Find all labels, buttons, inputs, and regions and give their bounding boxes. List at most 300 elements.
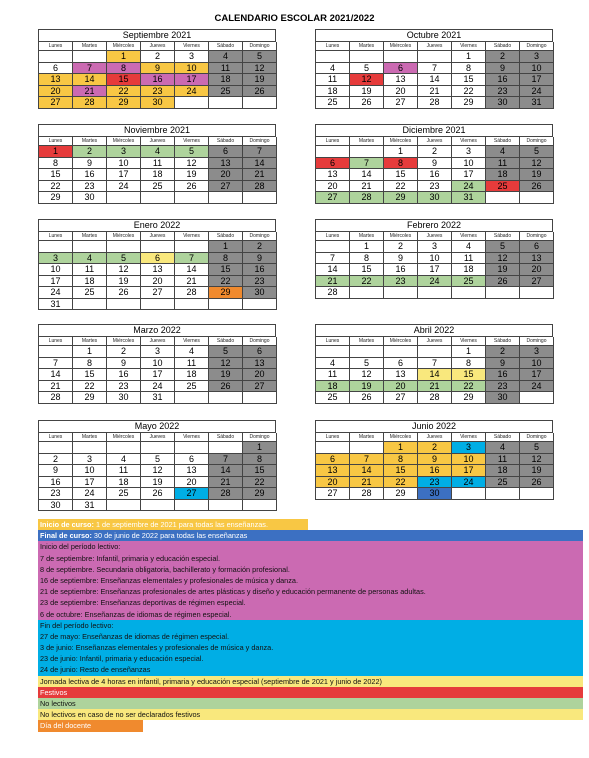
day-cell: 13 bbox=[520, 253, 554, 265]
weekday-header: Lunes bbox=[316, 137, 350, 146]
weekday-header: Lunes bbox=[316, 232, 350, 241]
weekday-header: Miércoles bbox=[384, 42, 418, 51]
day-cell: 1 bbox=[209, 241, 243, 253]
month-title: Noviembre 2021 bbox=[38, 124, 276, 136]
day-cell: 5 bbox=[243, 51, 277, 63]
day-cell: 9 bbox=[39, 465, 73, 477]
day-cell bbox=[73, 51, 107, 63]
day-cell bbox=[39, 241, 73, 253]
day-cell: 30 bbox=[418, 192, 452, 204]
weekday-header: Jueves bbox=[418, 42, 452, 51]
day-cell: 8 bbox=[209, 253, 243, 265]
day-cell: 2 bbox=[418, 442, 452, 454]
day-cell: 24 bbox=[141, 381, 175, 393]
day-cell: 13 bbox=[316, 169, 350, 181]
month-calendar bbox=[315, 219, 553, 299]
day-cell: 5 bbox=[175, 146, 209, 158]
day-cell: 15 bbox=[209, 264, 243, 276]
legend-text: 1 de septiembre de 2021 para todas las enseñanzas. bbox=[93, 520, 268, 529]
day-cell: 20 bbox=[384, 86, 418, 98]
weekday-header: Martes bbox=[73, 433, 107, 442]
day-cell: 6 bbox=[243, 346, 277, 358]
day-cell: 5 bbox=[350, 63, 384, 75]
day-cell: 24 bbox=[452, 181, 486, 193]
day-cell bbox=[316, 442, 350, 454]
day-cell: 27 bbox=[209, 181, 243, 193]
day-cell: 23 bbox=[418, 181, 452, 193]
day-cell: 17 bbox=[452, 169, 486, 181]
day-cell: 13 bbox=[39, 74, 73, 86]
day-cell: 16 bbox=[141, 74, 175, 86]
day-cell: 21 bbox=[418, 381, 452, 393]
month-title: Enero 2022 bbox=[38, 219, 276, 231]
day-cell: 21 bbox=[350, 477, 384, 489]
day-cell: 25 bbox=[107, 488, 141, 500]
day-cell: 8 bbox=[73, 358, 107, 370]
day-cell: 16 bbox=[73, 169, 107, 181]
day-cell: 21 bbox=[39, 381, 73, 393]
day-cell: 3 bbox=[141, 346, 175, 358]
day-cell: 7 bbox=[418, 358, 452, 370]
day-cell: 22 bbox=[452, 381, 486, 393]
day-cell: 27 bbox=[39, 97, 73, 109]
month-title: Mayo 2022 bbox=[38, 420, 276, 432]
day-cell bbox=[520, 392, 554, 404]
day-cell: 27 bbox=[520, 276, 554, 288]
day-cell bbox=[418, 346, 452, 358]
day-cell: 15 bbox=[384, 465, 418, 477]
day-cell: 4 bbox=[486, 146, 520, 158]
day-cell: 15 bbox=[452, 74, 486, 86]
day-cell bbox=[316, 346, 350, 358]
day-cell: 13 bbox=[316, 465, 350, 477]
day-cell: 10 bbox=[107, 158, 141, 170]
day-cell: 14 bbox=[350, 169, 384, 181]
day-cell: 19 bbox=[520, 465, 554, 477]
day-cell: 15 bbox=[107, 74, 141, 86]
day-cell: 29 bbox=[39, 192, 73, 204]
day-cell: 22 bbox=[39, 181, 73, 193]
day-cell: 8 bbox=[384, 454, 418, 466]
day-cell: 23 bbox=[486, 381, 520, 393]
day-cell: 19 bbox=[141, 477, 175, 489]
weekday-header: Miércoles bbox=[107, 433, 141, 442]
weekday-header: Jueves bbox=[418, 337, 452, 346]
day-cell: 18 bbox=[486, 465, 520, 477]
day-cell bbox=[209, 500, 243, 512]
day-cell bbox=[384, 51, 418, 63]
day-cell: 30 bbox=[141, 97, 175, 109]
month-title: Octubre 2021 bbox=[315, 29, 553, 41]
day-cell: 26 bbox=[141, 488, 175, 500]
day-cell: 6 bbox=[39, 63, 73, 75]
weekday-header: Martes bbox=[73, 42, 107, 51]
day-cell: 6 bbox=[384, 63, 418, 75]
day-cell: 6 bbox=[316, 454, 350, 466]
weekday-header: Viernes bbox=[452, 433, 486, 442]
day-cell: 23 bbox=[384, 276, 418, 288]
weekday-header: Sábado bbox=[209, 232, 243, 241]
day-cell: 28 bbox=[350, 192, 384, 204]
day-cell: 6 bbox=[175, 454, 209, 466]
day-cell bbox=[175, 299, 209, 311]
day-cell: 21 bbox=[209, 477, 243, 489]
day-cell: 1 bbox=[384, 442, 418, 454]
day-cell: 15 bbox=[452, 369, 486, 381]
day-cell: 20 bbox=[384, 381, 418, 393]
day-cell: 2 bbox=[486, 346, 520, 358]
legend-row bbox=[38, 709, 583, 720]
legend-row bbox=[38, 687, 583, 698]
day-cell: 7 bbox=[418, 63, 452, 75]
day-cell bbox=[209, 442, 243, 454]
day-cell: 11 bbox=[452, 253, 486, 265]
weekday-header: Miércoles bbox=[107, 137, 141, 146]
day-cell: 23 bbox=[141, 86, 175, 98]
weekday-header: Martes bbox=[350, 42, 384, 51]
weekday-header: Martes bbox=[350, 137, 384, 146]
day-cell: 27 bbox=[316, 192, 350, 204]
day-cell: 25 bbox=[209, 86, 243, 98]
day-cell: 29 bbox=[73, 392, 107, 404]
day-cell: 28 bbox=[175, 287, 209, 299]
day-cell: 12 bbox=[520, 454, 554, 466]
legend-row bbox=[38, 575, 583, 586]
day-cell: 16 bbox=[107, 369, 141, 381]
weekday-header: Martes bbox=[350, 337, 384, 346]
day-cell: 19 bbox=[350, 86, 384, 98]
day-cell: 7 bbox=[350, 158, 384, 170]
day-cell bbox=[243, 392, 277, 404]
day-cell: 27 bbox=[384, 97, 418, 109]
legend-row bbox=[38, 597, 583, 608]
day-cell: 28 bbox=[418, 97, 452, 109]
day-cell: 26 bbox=[175, 181, 209, 193]
day-cell: 26 bbox=[486, 276, 520, 288]
day-cell: 18 bbox=[316, 86, 350, 98]
day-cell: 4 bbox=[316, 63, 350, 75]
day-cell: 15 bbox=[243, 465, 277, 477]
day-cell: 14 bbox=[316, 264, 350, 276]
day-cell: 1 bbox=[452, 51, 486, 63]
month-grid bbox=[315, 336, 553, 404]
day-cell bbox=[350, 51, 384, 63]
day-cell: 22 bbox=[209, 276, 243, 288]
day-cell: 10 bbox=[520, 63, 554, 75]
day-cell: 6 bbox=[209, 146, 243, 158]
day-cell: 18 bbox=[141, 169, 175, 181]
day-cell: 9 bbox=[73, 158, 107, 170]
day-cell: 25 bbox=[316, 392, 350, 404]
day-cell bbox=[350, 287, 384, 299]
day-cell: 29 bbox=[243, 488, 277, 500]
day-cell: 5 bbox=[486, 241, 520, 253]
day-cell: 21 bbox=[316, 276, 350, 288]
legend-row bbox=[38, 609, 583, 620]
day-cell: 3 bbox=[452, 146, 486, 158]
legend bbox=[38, 519, 583, 732]
day-cell: 16 bbox=[384, 264, 418, 276]
day-cell: 20 bbox=[520, 264, 554, 276]
day-cell: 25 bbox=[175, 381, 209, 393]
day-cell bbox=[316, 146, 350, 158]
month-grid bbox=[315, 41, 553, 109]
legend-text: No lectivos en caso de no ser declarados festivos bbox=[40, 710, 201, 720]
day-cell: 27 bbox=[243, 381, 277, 393]
day-cell: 3 bbox=[73, 454, 107, 466]
day-cell: 3 bbox=[107, 146, 141, 158]
day-cell bbox=[486, 488, 520, 500]
month-grid bbox=[315, 432, 553, 500]
weekday-header: Lunes bbox=[39, 42, 73, 51]
day-cell: 29 bbox=[384, 192, 418, 204]
day-cell: 5 bbox=[520, 146, 554, 158]
weekday-header: Domingo bbox=[520, 137, 554, 146]
day-cell: 21 bbox=[418, 86, 452, 98]
day-cell: 16 bbox=[418, 169, 452, 181]
day-cell: 4 bbox=[316, 358, 350, 370]
day-cell bbox=[209, 97, 243, 109]
day-cell: 22 bbox=[384, 181, 418, 193]
month-calendar bbox=[38, 124, 276, 204]
weekday-header: Domingo bbox=[520, 232, 554, 241]
day-cell: 10 bbox=[418, 253, 452, 265]
day-cell: 23 bbox=[418, 477, 452, 489]
weekday-header: Sábado bbox=[486, 232, 520, 241]
day-cell: 10 bbox=[141, 358, 175, 370]
weekday-header: Lunes bbox=[39, 137, 73, 146]
day-cell bbox=[350, 442, 384, 454]
day-cell: 25 bbox=[486, 477, 520, 489]
day-cell: 30 bbox=[486, 392, 520, 404]
day-cell: 20 bbox=[316, 181, 350, 193]
day-cell: 7 bbox=[350, 454, 384, 466]
day-cell: 24 bbox=[520, 86, 554, 98]
day-cell: 16 bbox=[486, 369, 520, 381]
day-cell: 14 bbox=[350, 465, 384, 477]
day-cell: 25 bbox=[452, 276, 486, 288]
legend-row bbox=[38, 653, 583, 664]
month-title: Abril 2022 bbox=[315, 324, 553, 336]
day-cell: 28 bbox=[243, 181, 277, 193]
day-cell: 11 bbox=[107, 465, 141, 477]
weekday-header: Domingo bbox=[243, 137, 277, 146]
day-cell: 3 bbox=[520, 346, 554, 358]
weekday-header: Martes bbox=[73, 337, 107, 346]
legend-row bbox=[38, 631, 583, 642]
day-cell: 11 bbox=[486, 158, 520, 170]
weekday-header: Viernes bbox=[175, 137, 209, 146]
day-cell: 14 bbox=[418, 369, 452, 381]
legend-text: 30 de junio de 2022 para todas las enseñanzas bbox=[91, 531, 248, 541]
legend-row bbox=[38, 664, 583, 675]
day-cell: 8 bbox=[452, 358, 486, 370]
weekday-header: Domingo bbox=[243, 433, 277, 442]
day-cell bbox=[350, 346, 384, 358]
day-cell bbox=[175, 192, 209, 204]
day-cell: 11 bbox=[486, 454, 520, 466]
day-cell: 2 bbox=[107, 346, 141, 358]
day-cell: 2 bbox=[141, 51, 175, 63]
day-cell: 15 bbox=[39, 169, 73, 181]
day-cell: 10 bbox=[452, 158, 486, 170]
weekday-header: Viernes bbox=[175, 232, 209, 241]
month-grid bbox=[38, 41, 276, 109]
page-title: CALENDARIO ESCOLAR 2021/2022 bbox=[214, 13, 375, 24]
weekday-header: Sábado bbox=[486, 137, 520, 146]
day-cell: 2 bbox=[384, 241, 418, 253]
day-cell bbox=[73, 299, 107, 311]
day-cell: 26 bbox=[350, 97, 384, 109]
day-cell: 17 bbox=[73, 477, 107, 489]
weekday-header: Sábado bbox=[209, 137, 243, 146]
weekday-header: Viernes bbox=[175, 337, 209, 346]
weekday-header: Martes bbox=[73, 137, 107, 146]
weekday-header: Miércoles bbox=[107, 232, 141, 241]
day-cell: 30 bbox=[73, 192, 107, 204]
day-cell bbox=[107, 299, 141, 311]
day-cell: 4 bbox=[209, 51, 243, 63]
day-cell bbox=[486, 287, 520, 299]
legend-text: 27 de mayo: Enseñanzas de idiomas de régimen especial. bbox=[40, 631, 230, 641]
day-cell bbox=[175, 241, 209, 253]
weekday-header: Jueves bbox=[141, 337, 175, 346]
day-cell: 20 bbox=[39, 86, 73, 98]
day-cell: 26 bbox=[350, 392, 384, 404]
day-cell bbox=[384, 287, 418, 299]
day-cell: 7 bbox=[243, 146, 277, 158]
day-cell: 17 bbox=[520, 369, 554, 381]
day-cell: 5 bbox=[209, 346, 243, 358]
day-cell: 20 bbox=[243, 369, 277, 381]
day-cell: 10 bbox=[452, 454, 486, 466]
day-cell: 9 bbox=[141, 63, 175, 75]
weekday-header: Jueves bbox=[418, 232, 452, 241]
legend-text: Jornada lectiva de 4 horas en infantil, primaria y educación especial (septiembre de 2021 y junio de 2022) bbox=[40, 676, 382, 686]
day-cell: 22 bbox=[350, 276, 384, 288]
day-cell: 14 bbox=[418, 74, 452, 86]
weekday-header: Domingo bbox=[520, 337, 554, 346]
legend-text: 23 de junio: Infantil, primaria y educación especial. bbox=[40, 654, 204, 664]
day-cell: 17 bbox=[39, 276, 73, 288]
day-cell: 2 bbox=[73, 146, 107, 158]
day-cell: 7 bbox=[73, 63, 107, 75]
day-cell: 12 bbox=[107, 264, 141, 276]
day-cell: 21 bbox=[73, 86, 107, 98]
day-cell: 16 bbox=[243, 264, 277, 276]
day-cell: 14 bbox=[209, 465, 243, 477]
weekday-header: Jueves bbox=[141, 42, 175, 51]
day-cell bbox=[243, 299, 277, 311]
month-calendar bbox=[315, 29, 553, 109]
day-cell bbox=[73, 442, 107, 454]
weekday-header: Sábado bbox=[209, 42, 243, 51]
day-cell bbox=[452, 488, 486, 500]
legend-row bbox=[38, 530, 583, 541]
legend-text: Fin del período lectivo: bbox=[40, 620, 114, 630]
day-cell: 30 bbox=[39, 500, 73, 512]
day-cell bbox=[209, 299, 243, 311]
day-cell: 12 bbox=[486, 253, 520, 265]
legend-text: 16 de septiembre: Enseñanzas elementales y profesionales de música y danza. bbox=[40, 575, 298, 585]
day-cell: 3 bbox=[520, 51, 554, 63]
day-cell: 4 bbox=[141, 146, 175, 158]
day-cell bbox=[39, 51, 73, 63]
day-cell: 7 bbox=[175, 253, 209, 265]
legend-text: 6 de octubre: Enseñanzas de idiomas de régimen especial. bbox=[40, 609, 232, 619]
legend-text: Día del docente bbox=[40, 721, 92, 731]
weekday-header: Martes bbox=[73, 232, 107, 241]
day-cell: 19 bbox=[520, 169, 554, 181]
day-cell: 19 bbox=[107, 276, 141, 288]
day-cell: 8 bbox=[107, 63, 141, 75]
day-cell: 6 bbox=[520, 241, 554, 253]
month-grid bbox=[38, 336, 276, 404]
day-cell bbox=[107, 500, 141, 512]
day-cell: 11 bbox=[141, 158, 175, 170]
day-cell: 12 bbox=[350, 369, 384, 381]
day-cell: 31 bbox=[141, 392, 175, 404]
day-cell: 17 bbox=[520, 74, 554, 86]
day-cell: 18 bbox=[107, 477, 141, 489]
day-cell: 7 bbox=[316, 253, 350, 265]
day-cell: 30 bbox=[418, 488, 452, 500]
weekday-header: Jueves bbox=[141, 232, 175, 241]
day-cell: 9 bbox=[418, 454, 452, 466]
month-calendar bbox=[38, 324, 276, 404]
day-cell: 12 bbox=[243, 63, 277, 75]
day-cell: 26 bbox=[520, 181, 554, 193]
month-title: Marzo 2022 bbox=[38, 324, 276, 336]
weekday-header: Viernes bbox=[452, 137, 486, 146]
day-cell: 9 bbox=[418, 158, 452, 170]
day-cell: 27 bbox=[384, 392, 418, 404]
weekday-header: Sábado bbox=[486, 337, 520, 346]
day-cell: 2 bbox=[486, 51, 520, 63]
day-cell: 4 bbox=[452, 241, 486, 253]
day-cell: 6 bbox=[384, 358, 418, 370]
day-cell: 1 bbox=[384, 146, 418, 158]
month-grid bbox=[38, 432, 276, 511]
day-cell bbox=[141, 192, 175, 204]
day-cell: 13 bbox=[384, 74, 418, 86]
day-cell: 4 bbox=[73, 253, 107, 265]
legend-text: 23 de septiembre: Enseñanzas deportivas de régimen especial. bbox=[40, 598, 246, 608]
month-calendar bbox=[315, 420, 553, 500]
day-cell: 20 bbox=[141, 276, 175, 288]
weekday-header: Miércoles bbox=[384, 337, 418, 346]
day-cell: 23 bbox=[39, 488, 73, 500]
day-cell: 23 bbox=[243, 276, 277, 288]
legend-row bbox=[38, 564, 583, 575]
legend-text: 7 de septiembre: Infantil, primaria y educación especial. bbox=[40, 553, 221, 563]
day-cell: 11 bbox=[316, 369, 350, 381]
month-calendar bbox=[315, 124, 553, 204]
day-cell: 14 bbox=[243, 158, 277, 170]
day-cell bbox=[316, 51, 350, 63]
weekday-header: Miércoles bbox=[384, 137, 418, 146]
day-cell: 9 bbox=[384, 253, 418, 265]
day-cell: 4 bbox=[486, 442, 520, 454]
day-cell bbox=[520, 287, 554, 299]
day-cell: 3 bbox=[39, 253, 73, 265]
day-cell: 28 bbox=[209, 488, 243, 500]
day-cell: 24 bbox=[107, 181, 141, 193]
legend-label: Inicio de curso: bbox=[40, 520, 94, 529]
day-cell: 20 bbox=[175, 477, 209, 489]
day-cell: 1 bbox=[452, 346, 486, 358]
legend-row bbox=[38, 519, 308, 530]
